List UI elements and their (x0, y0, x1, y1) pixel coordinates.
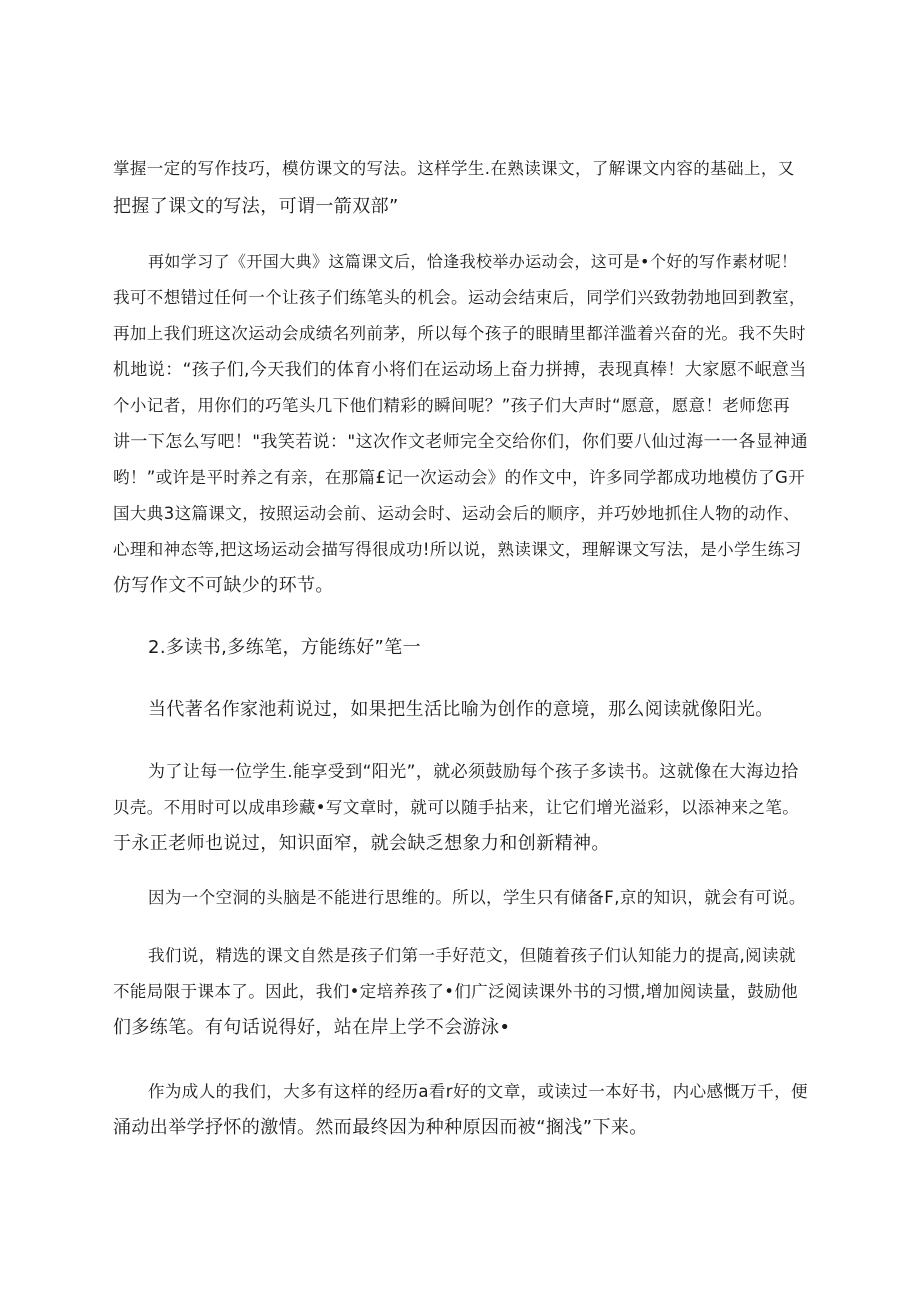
paragraph-3-line-1: 当代著名作家池莉说过，如果把生活比喻为创作的意境，那么阅读就像阳光。 (148, 699, 774, 720)
paragraph-2-line-7: 哟！”或许是平时养之有亲，在那篇£记一次运动会》的作文中，许多同学都成功地模仿了G开 (113, 468, 806, 487)
paragraph-7-line-2: 涌动出举学抒怀的激情。然而最终因为种种原因而被“搁浅”下来。 (113, 1117, 648, 1138)
paragraph-4-line-2: 贝壳。不用时可以成串珍藏•写文章时，就可以随手拈来，让它们增光溢彩，以添神来之笔。 (113, 798, 800, 817)
paragraph-2-line-4: 机地说：“孩子们,今天我们的体育小将们在运动场上奋力拼搏，表现真棒！大家愿不岷意当 (113, 360, 807, 380)
paragraph-1-line-2: 把握了课文的写法，可谓一箭双部” (113, 196, 399, 217)
paragraph-2-line-8: 国大典3这篇课文，按照运动会前、运动会时、运动会后的顺序，并巧妙地抓住人物的动作、 (113, 504, 800, 523)
paragraph-2-line-10: 仿写作文不可缺少的环节。 (113, 575, 334, 596)
paragraph-6-line-2: 不能局限于课本了。因此，我们•定培养孩了•们广泛阅读课外书的习惯,增加阅读量，鼓励他 (113, 982, 799, 1001)
paragraph-2-line-6: 讲一下怎么写吧！"我笑若说："这次作文老师完全交给你们，你们要八仙过海一一各显神通 (113, 432, 809, 452)
paragraph-4-line-3: 于永正老师也说过，知识面窄，就会缺乏想象力和创新精神。 (113, 833, 610, 854)
paragraph-2-line-9: 心理和神态等,把这场运动会描写得很成功!所以说，熟读课文，理解课文写法，是小学生练习 (113, 540, 802, 559)
section-heading-2: 2.多读书,多练笔，方能练好”笔一 (148, 637, 422, 658)
paragraph-2-line-5: 个小记者，用你们的巧笔头几下他们精彩的瞬间呢？”孩子们大声时“愿意，愿意！老师您再 (113, 396, 790, 415)
paragraph-6-line-1: 我们说，精选的课文自然是孩子们第一手好范文，但随着孩子们认知能力的提高,阅读就 (148, 946, 796, 965)
paragraph-4-line-1: 为了让每一位学生.能享受到“阳光”，就必须鼓励每个孩子多读书。这就像在大海边拾 (148, 762, 799, 782)
paragraph-2-line-3: 再加上我们班这次运动会成绩名列前茅，所以每个孩子的眼睛里都洋滥着兴奋的光。我不失时 (113, 324, 806, 343)
paragraph-2-line-2: 我可不想错过任何一个让孩子们练笔头的机会。运动会结束后，同学们兴致勃勃地回到教室， (113, 288, 806, 307)
paragraph-2-line-1: 再如学习了《开国大典》这篇课文后，恰逢我校举办运动会，这可是•个好的写作素材呢！ (148, 252, 798, 271)
paragraph-1-line-1: 掌握一定的写作技巧，模仿课文的写法。这样学生.在熟读课文，了解课文内容的基础上，又 (113, 159, 795, 178)
paragraph-6-line-3: 们多练笔。有句话说得好，站在岸上学不会游泳• (113, 1017, 511, 1038)
paragraph-7-line-1: 作为成人的我们，大多有这样的经历a看r好的文章，或读过一本好书，内心感慨万千，便 (148, 1082, 808, 1101)
paragraph-5-line-1: 因为一个空洞的头脑是不能进行思维的。所以，学生只有储备F,京的知识，就会有可说。 (148, 888, 806, 907)
